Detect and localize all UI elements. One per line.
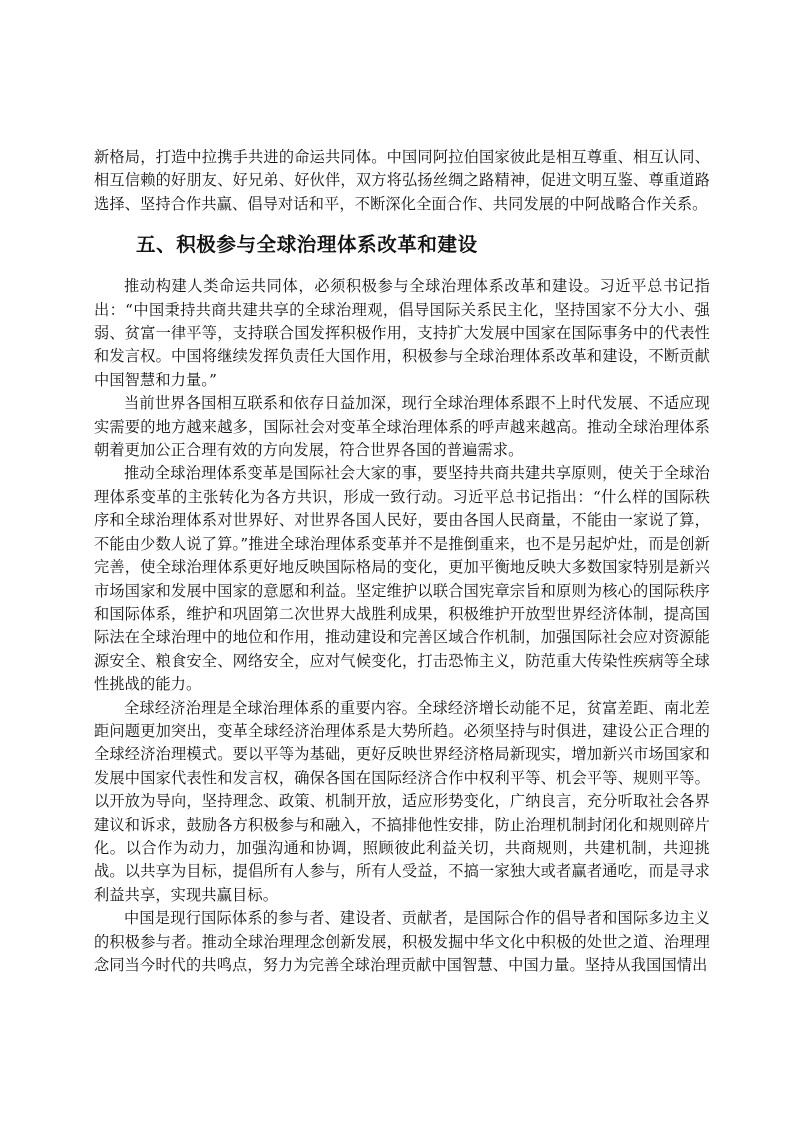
body-paragraph-5: 中国是现行国际体系的参与者、建设者、贡献者，是国际合作的倡导者和国际多边主义的积极参与者。推动全球治理理念创新发展，积极发掘中华文化中积极的处世之道、治理理念同当今时代的共鸣点，努力为完善全球治理贡献中国智慧、中国力量。坚持从我国国情出	[94, 909, 710, 974]
body-paragraph-3: 推动全球治理体系变革是国际社会大家的事，要坚持共商共建共享原则，使关于全球治理体系变革的主张转化为各方共识，形成一致行动。习近平总书记指出：“什么样的国际秩序和全球治理体系对世界好、对世界各国人民好，要由各国人民商量，不能由一家说了算，不能由少数人说了算。”推进全球治理体系变革并不是推倒重来，也不是另起炉灶，而是创新完善，使全球治理体系更好地反映国际格局的变化，更加平衡地反映大多数国家特别是新兴市场国家和发展中国家的意愿和利益。坚定维护以联合国宪章宗旨和原则为核心的国际秩序和国际体系，维护和巩固第二次世界大战胜利成果，积极维护开放型世界经济体制，提高国际法在全球治理中的地位和作用，推动建设和完善区域合作机制，加强国际社会应对资源能源安全、粮食安全、网络安全，应对气候变化，打击恐怖主义，防范重大传染性疾病等全球性挑战的能力。	[94, 464, 710, 694]
body-paragraph-1: 推动构建人类命运共同体，必须积极参与全球治理体系改革和建设。习近平总书记指出：“中国秉持共商共建共享的全球治理观，倡导国际关系民主化，坚持国家不分大小、强弱、贫富一律平等，支持联合国发挥积极作用，支持扩大发展中国家在国际事务中的代表性和发言权。中国将继续发挥负责任大国作用，积极参与全球治理体系改革和建设，不断贡献中国智慧和力量。”	[94, 277, 710, 389]
body-paragraph-4: 全球经济治理是全球治理体系的重要内容。全球经济增长动能不足，贫富差距、南北差距问题更加突出，变革全球经济治理体系是大势所趋。必须坚持与时俱进，建设公正合理的全球经济治理模式。要以平等为基础，更好反映世界经济格局新现实，增加新兴市场国家和发展中国家代表性和发言权，确保各国在国际经济合作中权利平等、机会平等、规则平等。以开放为导向，坚持理念、政策、机制开放，适应形势变化，广纳良言，充分听取社会各界建议和诉求，鼓励各方积极参与和融入，不搞排他性安排，防止治理机制封闭化和规则碎片化。以合作为动力，加强沟通和协调，照顾彼此利益关切，共商规则，共建机制，共迎挑战。以共享为目标，提倡所有人参与，所有人受益，不搞一家独大或者赢者通吃，而是寻求利益共享，实现共赢目标。	[94, 698, 710, 904]
document-page	[94, 146, 710, 977]
section-heading: 五、积极参与全球治理体系改革和建设	[136, 233, 478, 257]
intro-paragraph: 新格局，打造中拉携手共进的命运共同体。中国同阿拉伯国家彼此是相互尊重、相互认同、相互信赖的好朋友、好兄弟、好伙伴，双方将弘扬丝绸之路精神，促进文明互鉴、尊重道路选择、坚持合作共赢、倡导对话和平，不断深化全面合作、共同发展的中阿战略合作关系。	[94, 148, 710, 213]
body-paragraph-2: 当前世界各国相互联系和依存日益加深，现行全球治理体系跟不上时代发展、不适应现实需要的地方越来越多，国际社会对变革全球治理体系的呼声越来越高。推动全球治理体系朝着更加公正合理有效的方向发展，符合世界各国的普遍需求。	[94, 394, 710, 460]
